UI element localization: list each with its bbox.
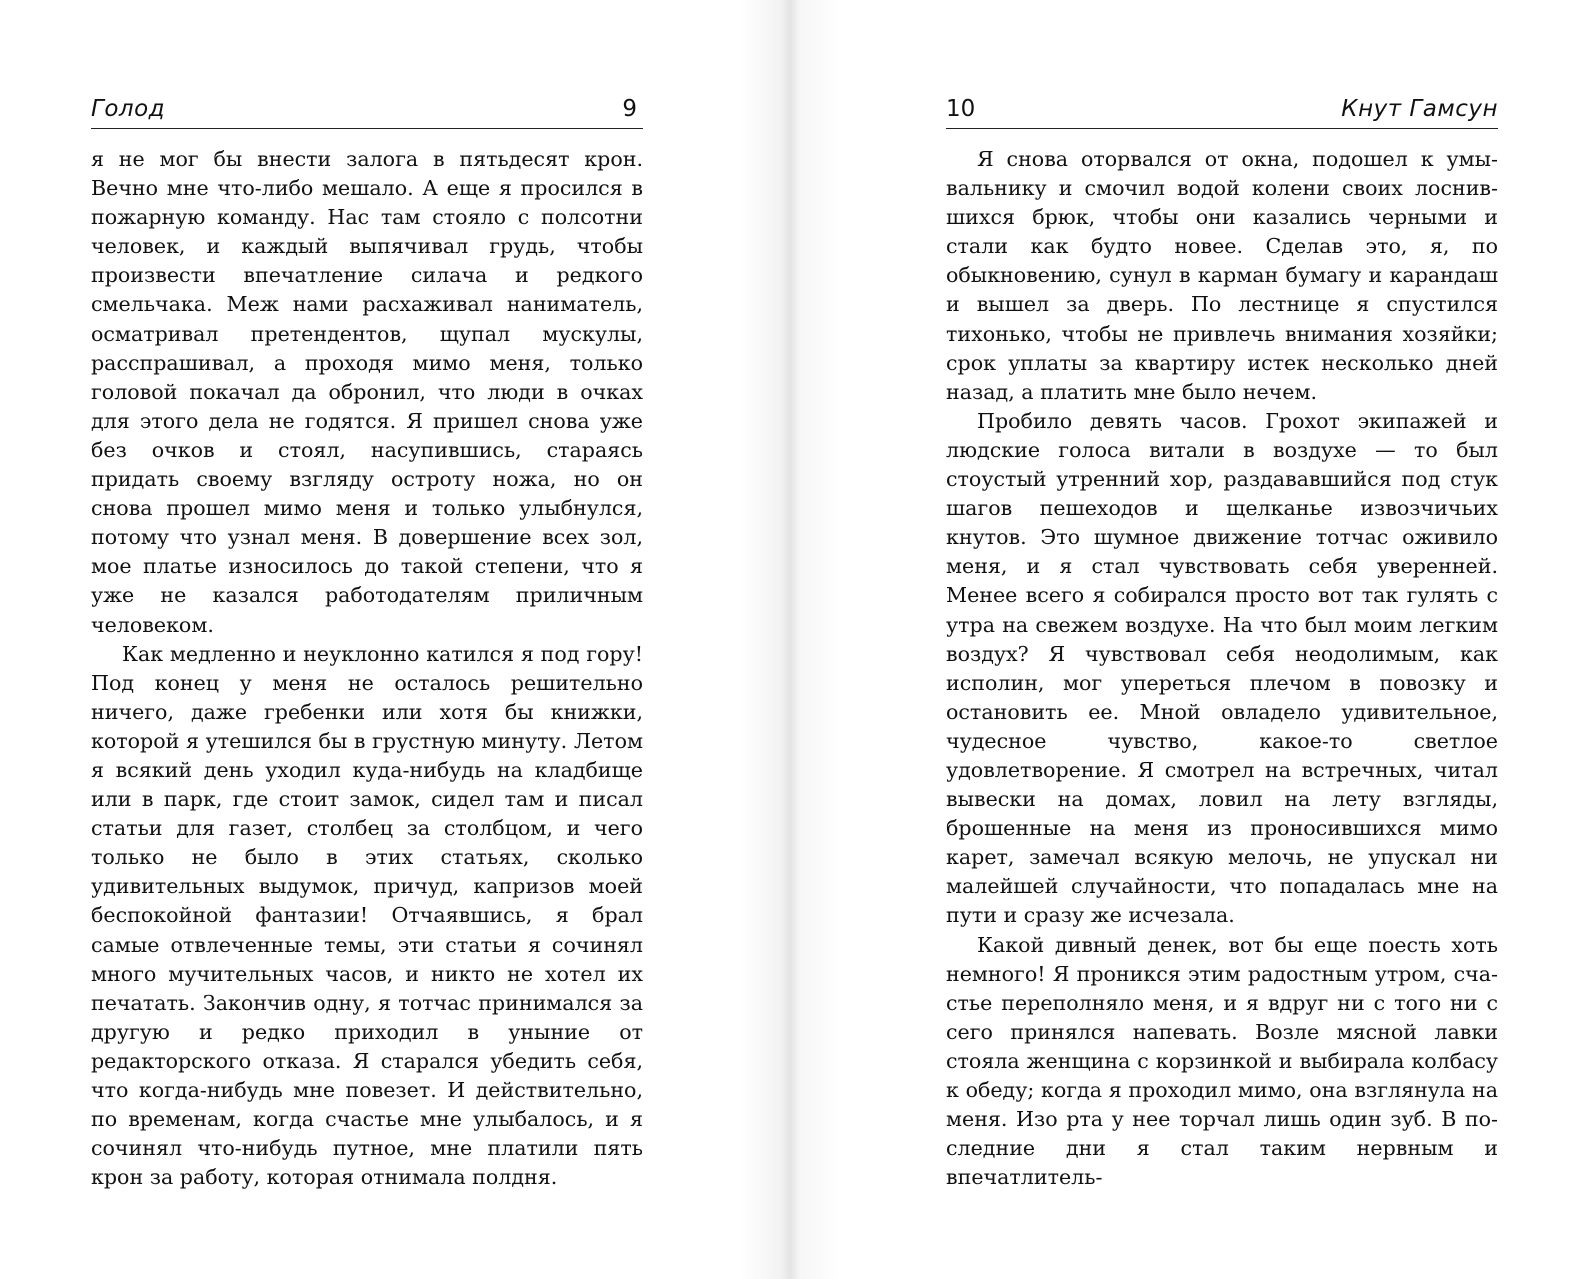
paragraph: Какой дивный денек, вот бы еще поесть хоть немного! Я проникся этим радостным утром, счастье переполняло меня, и я вдруг ни с того ни с сего принялся напевать. Возле мясной лавки стояла женщина с корзинкой и выбирала колбасу к обеду; когда я проходил мимо, она взглянула на меня. Изо рта у нее торчал лишь один зуб. В последние дни я стал таким нервным и впечатлитель- [946, 932, 1498, 1190]
left-page [91, 92, 643, 1192]
paragraph: Я снова оторвался от окна, подошел к умывальнику и смочил водой колени своих лоснившихся брюк, чтобы они казались черными и стали как будто новее. Сделав это, я, по обыкновению, сунул в карман бумагу и карандаш и вышел за дверь. По лестнице я спустился тихонько, чтобы не привлечь внимания хозяйки; срок уплаты за квартиру истек несколько дней назад, а платить мне было нечем. [946, 147, 1498, 404]
book-gutter [740, 0, 840, 1279]
left-running-title: Голод [91, 96, 166, 122]
right-running-title: Кнут Гамсун [1341, 96, 1498, 122]
right-running-head [946, 92, 1498, 129]
left-page-number: 9 [622, 96, 637, 122]
left-body-text [91, 145, 643, 1192]
paragraph: я не мог бы внести залога в пятьдесят крон. Вечно мне что-либо мешало. А еще я просился в пожарную команду. Нас там стояло с полсотни человек, и каждый выпячивал грудь, чтобы произвести впечатление силача и редкого смельчака. Меж нами расхаживал наниматель, осматривал претендентов, щупал мускулы, расспрашивал, а проходя мимо меня, только головой покачал да обронил, что люди в очках для этого дела не годятся. Я пришел снова уже без очков и стоял, насупившись, стараясь придать своему взгляду остроту ножа, но он снова прошел мимо меня и только улыбнулся, потому что узнал меня. В довершение всех зол, мое платье износилось до такой степени, что я уже не казался работодателям приличным человеком. [91, 147, 643, 637]
left-running-head [91, 92, 643, 129]
right-page-number: 10 [946, 96, 976, 122]
paragraph: Пробило девять часов. Грохот экипажей и людские голоса витали в воздухе — то был стоустый утренний хор, раздававшийся под стук шагов пешеходов и щелканье извозчичьих кнутов. Это шумное движение тотчас оживило меня, и я стал чувствовать себя уверенней. Менее всего я собирался просто вот так гулять с утра на свежем воздухе. На что был моим легким воздух? Я чувствовал себя неодолимым, как исполин, мог упереться плечом в повозку и остановить ее. Мной овладело удивительное, чудесное чувство, какое-то светлое удовлетворение. Я смотрел на встречных, читал вывески на домах, ловил на лету взгляды, брошенные на меня из проносившихся мимо карет, замечал всякую мелочь, не упускал ни малейшей случайности, что попадалась мне на пути и сразу же исчезала. [946, 408, 1498, 928]
paragraph: Как медленно и неуклонно катился я под гору! Под конец у меня не осталось решительно ничего, даже гребенки или хотя бы книжки, которой я утешился бы в грустную минуту. Летом я всякий день уходил куда-нибудь на кладбище или в парк, где стоит замок, сидел там и писал статьи для газет, столбец за столбцом, и чего только не было в этих статьях, сколько удивительных выдумок, причуд, капризов моей беспокойной фантазии! Отчаявшись, я брал самые отвлеченные темы, эти статьи я сочинял много мучительных часов, и никто не хотел их печатать. Закончив одну, я тотчас принимался за другую и редко приходил в уныние от редакторского отказа. Я старался убедить себя, что когда-нибудь мне повезет. И действительно, по временам, когда счастье мне улыбалось, и я сочинял что-нибудь путное, мне платили пять крон за работу, которая отнимала полдня. [91, 641, 643, 1190]
right-page [946, 92, 1498, 1192]
right-body-text [946, 145, 1498, 1192]
